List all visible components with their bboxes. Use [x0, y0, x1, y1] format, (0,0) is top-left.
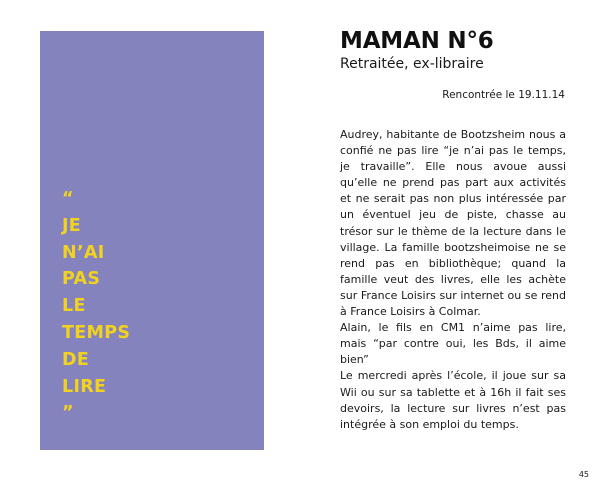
quote-line: LE [62, 296, 86, 317]
meeting-date: Rencontrée le 19.11.14 [442, 89, 565, 101]
page-title: MAMAN N°6 [340, 28, 494, 54]
quote-line: N’AI [62, 242, 105, 263]
pull-quote [62, 186, 130, 427]
quote-line: JE [62, 215, 82, 236]
quote-line: “ [62, 189, 74, 209]
quote-panel [40, 31, 264, 450]
page-subtitle: Retraitée, ex-libraire [340, 56, 484, 72]
body-text [340, 127, 566, 433]
page-number: 45 [578, 470, 589, 479]
quote-line: ” [62, 403, 74, 424]
quote-line: LIRE [62, 376, 107, 397]
quote-line: DE [62, 349, 90, 370]
body-paragraph: Le mercredi après l’école, il joue sur sa Wii ou sur sa tablette et à 16h il fait ses devoirs, la lecture sur livres n’est pas intégrée à son emploi du temps. [340, 369, 566, 431]
body-paragraph: Alain, le fils en CM1 n’aime pas lire, mais “par contre oui, les Bds, il aime bien” [340, 321, 566, 367]
quote-line: PAS [62, 269, 101, 290]
quote-line: TEMPS [62, 322, 131, 343]
body-paragraph: Audrey, habitante de Bootzsheim nous a confié ne pas lire “je n’ai pas le temps, je travaille”. Elle nous avoue aussi qu’elle ne prend pas part aux activités et ne serait pas non plus intéressée par un éventuel jeu de piste, chasse au trésor sur le thème de la lecture dans le village. La famille bootzsheimoise ne se rend pas en bibliothèque; quand la famille veut des livres, elle les achète sur France Loisirs sur internet ou se rend à France Loisirs à Colmar. [340, 128, 566, 319]
